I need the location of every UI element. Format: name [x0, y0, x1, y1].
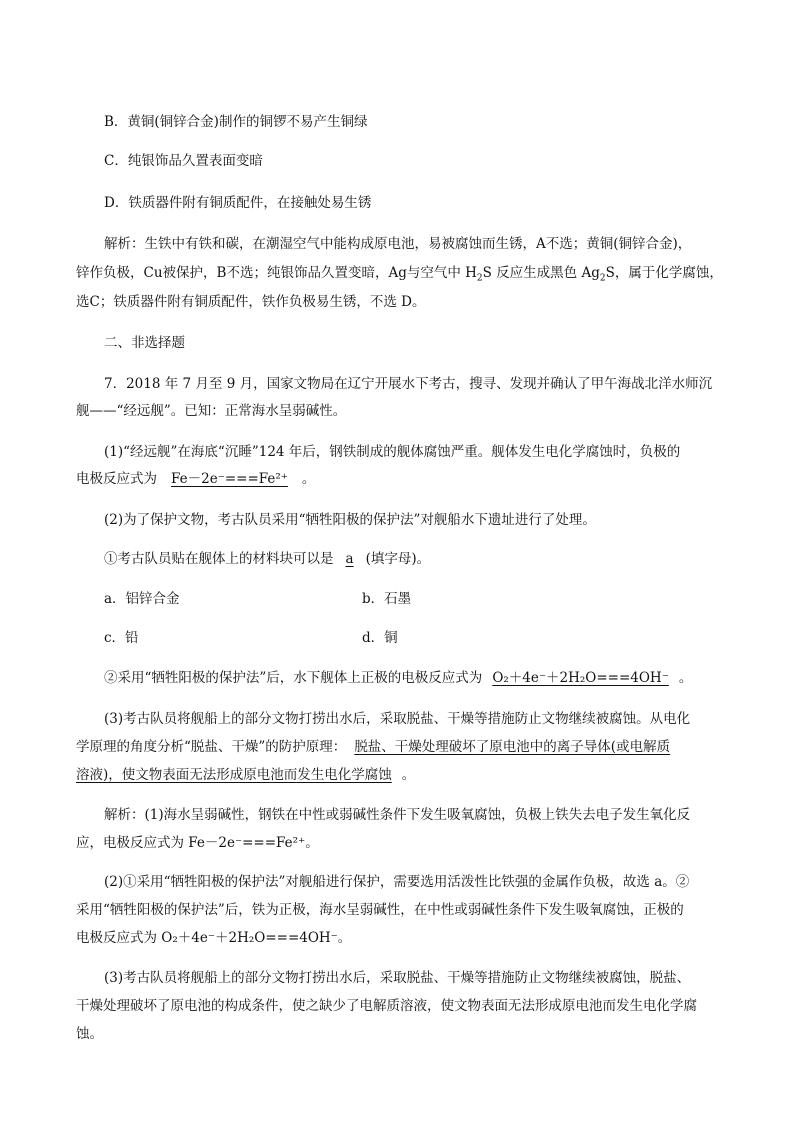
analysis-2-part3-line-3: 蚀。 [76, 1026, 103, 1042]
analysis-2-part3-line-2: 干燥处理破坏了原电池的构成条件，使之缺少了电解质溶液，使文物表面无法形成原电池而发生电化学腐 [76, 998, 697, 1014]
q7-part3-line-3: 溶液)，使文物表面无法形成原电池而发生电化学腐蚀 。 [76, 767, 416, 783]
section-title: 二、非选择题 [104, 335, 185, 351]
analysis-2-line-1: 解析：(1)海水呈弱碱性，钢铁在中性或弱碱性条件下发生吸氧腐蚀，负极上铁失去电子发生氧化反 [104, 807, 691, 823]
analysis-2-part3-line-1: (3)考古队员将舰船上的部分文物打捞出水后，采取脱盐、干燥等措施防止文物继续被腐蚀，脱盐、 [104, 970, 691, 986]
question-7-line-2: 舰——“经远舰”。已知：正常海水呈弱碱性。 [76, 403, 347, 419]
choice-a: a．铝锌合金 [104, 591, 180, 607]
q7-part3-line-1: (3)考古队员将舰船上的部分文物打捞出水后，采取脱盐、干燥等措施防止文物继续被腐蚀。从电化 [104, 711, 691, 727]
answer-blank-3: O₂＋4e⁻＋2H₂O===4OH⁻ [492, 670, 669, 686]
answer-blank-2: a [345, 551, 354, 567]
q7-part2-intro: (2)为了保护文物，考古队员采用“牺牲阳极的保护法”对舰船水下遗址进行了处理。 [104, 512, 596, 528]
analysis-1-line-3: 选C；铁质器件附有铜质配件，铁作负极易生锈，不选 D。 [76, 294, 426, 310]
q7-part2-sub2: ②采用“牺牲阳极的保护法”后，水下舰体上正极的电极反应式为 O₂＋4e⁻＋2H₂O===4OH⁻ 。 [104, 670, 693, 686]
analysis-2-line-2: 应，电极反应式为 Fe－2e⁻===Fe²⁺。 [76, 835, 319, 851]
q7-part2-sub1: ①考古队员贴在舰体上的材料块可以是 a (填字母)。 [104, 551, 431, 567]
answer-blank-4: 脱盐、干燥处理破坏了原电池中的离子导体(或电解质 [354, 739, 671, 755]
choice-b: b．石墨 [362, 591, 412, 607]
option-b: B．黄铜(铜锌合金)制作的铜锣不易产生铜绿 [104, 114, 368, 130]
answer-blank-4-cont: 溶液)，使文物表面无法形成原电池而发生电化学腐蚀 [76, 767, 392, 783]
analysis-1-line-2: 锌作负极，Cu被保护，B不选；纯银饰品久置变暗，Ag与空气中 $H_2S$ 反应生成黑色 $Ag_2S$，属于化学腐蚀， [76, 265, 723, 284]
answer-blank-1: Fe－2e⁻===Fe²⁺ [171, 471, 288, 487]
analysis-2-part2-line-3: 电极反应式为 O₂＋4e⁻＋2H₂O===4OH⁻。 [76, 930, 352, 946]
choice-d: d．铜 [362, 630, 398, 646]
option-d: D．铁质器件附有铜质配件，在接触处易生锈 [104, 195, 372, 211]
analysis-2-part2-line-2: 采用“牺牲阳极的保护法”后，铁为正极，海水呈弱碱性，在中性或弱碱性条件下发生吸氧腐蚀，正极的 [76, 902, 684, 918]
q7-part3-line-2: 学原理的角度分析“脱盐、干燥”的防护原理： 脱盐、干燥处理破坏了原电池中的离子导体(或电解质 [76, 739, 671, 755]
q7-part1-line-2: 电极反应式为 Fe－2e⁻===Fe²⁺ 。 [76, 471, 316, 487]
analysis-1-line-1: 解析：生铁中有铁和碳，在潮湿空气中能构成原电池，易被腐蚀而生锈，A不选；黄铜(铜锌合金)， [104, 236, 692, 252]
question-7-line-1: 7．2018 年 7 月至 9 月，国家文物局在辽宁开展水下考古，搜寻、发现并确认了甲午海战北洋水师沉 [104, 376, 713, 392]
analysis-2-part2-line-1: (2)①采用“牺牲阳极的保护法”对舰船进行保护，需要选用活泼性比铁强的金属作负极，故选 a。② [104, 874, 690, 890]
option-c: C．纯银饰品久置表面变暗 [104, 153, 263, 169]
q7-part1-line-1: (1)“经远舰”在海底“沉睡”124 年后，钢铁制成的舰体腐蚀严重。舰体发生电化学腐蚀时，负极的 [104, 444, 681, 460]
choice-c: c．铅 [104, 630, 139, 646]
